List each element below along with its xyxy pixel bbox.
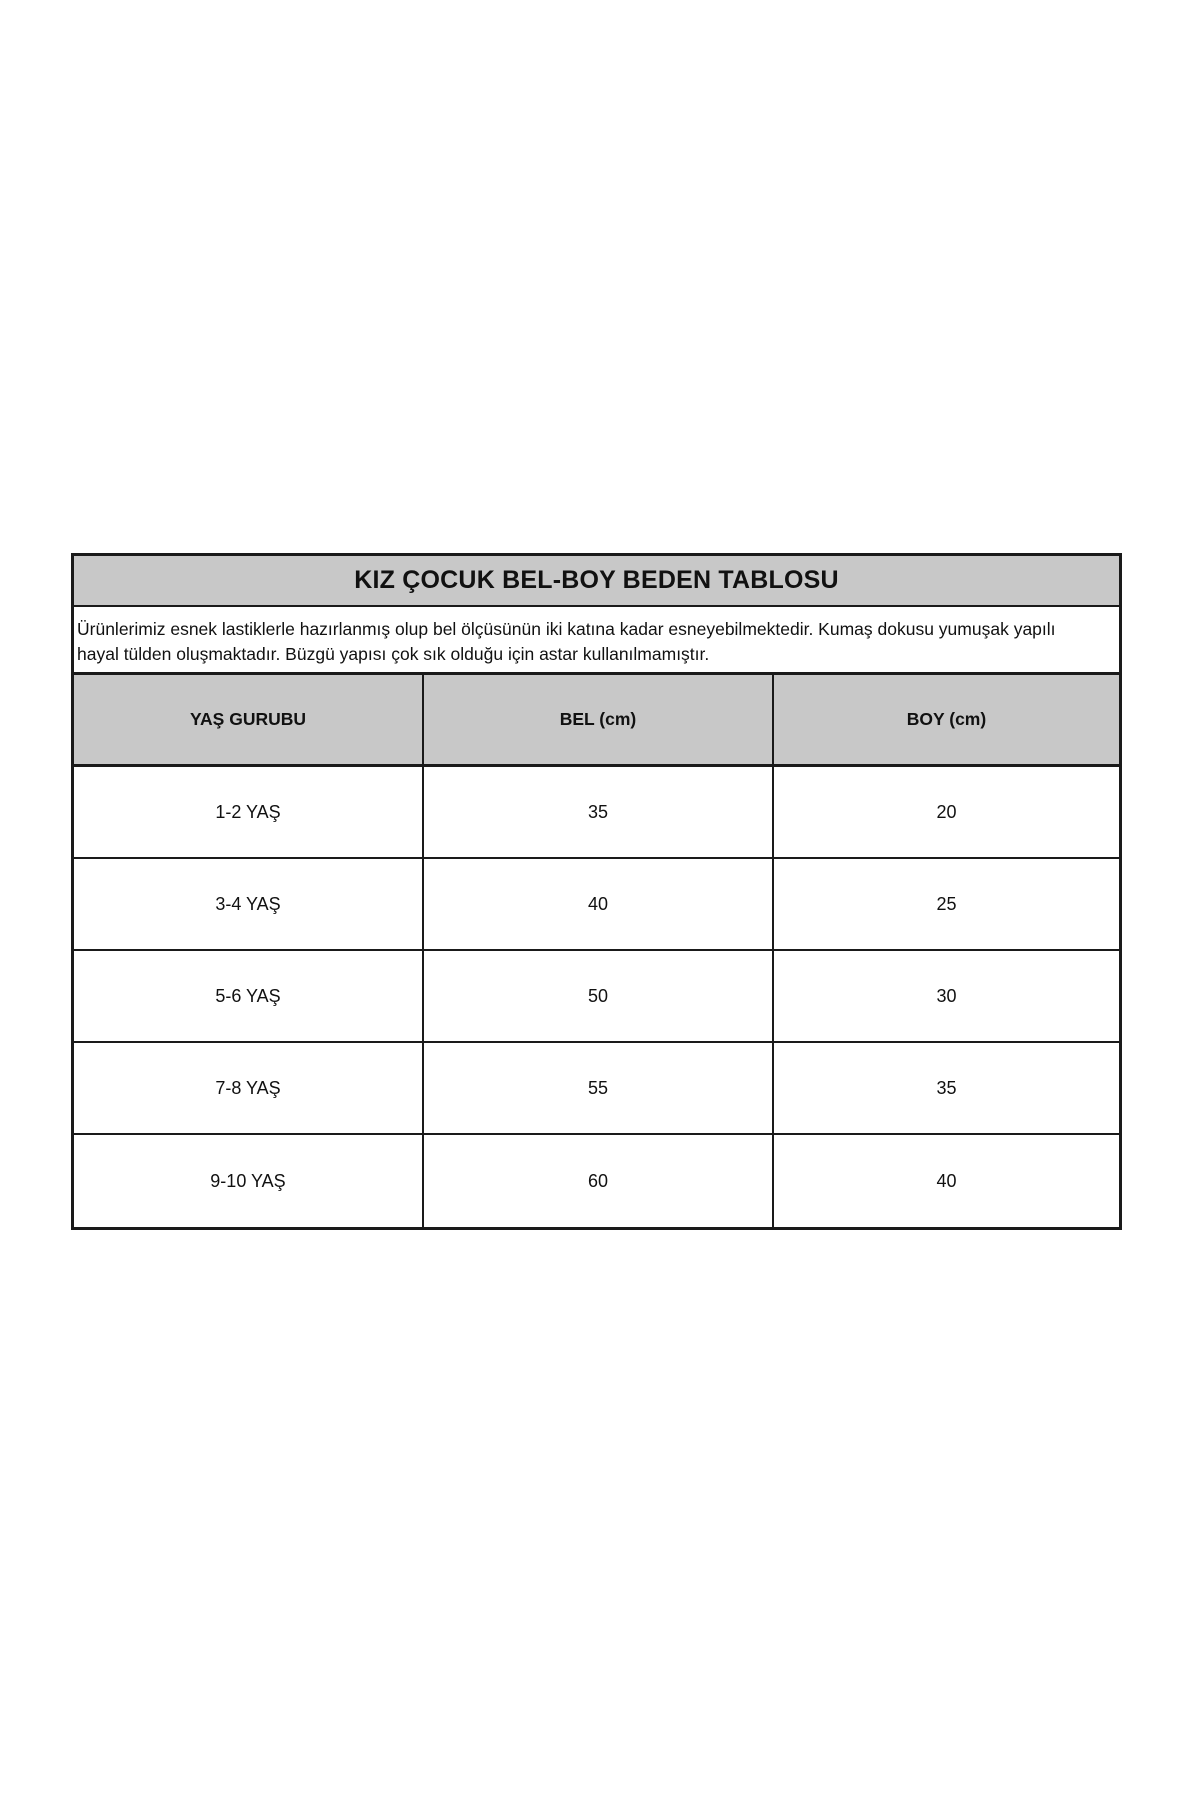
row-1-age: 1-2 YAŞ xyxy=(74,767,424,859)
row-3-age: 5-6 YAŞ xyxy=(74,951,424,1043)
table-title: KIZ ÇOCUK BEL-BOY BEDEN TABLOSU xyxy=(74,556,1119,607)
row-4-waist: 55 xyxy=(424,1043,774,1135)
row-4-length: 35 xyxy=(774,1043,1119,1135)
row-1-length: 20 xyxy=(774,767,1119,859)
row-2-length: 25 xyxy=(774,859,1119,951)
note-line-2: hayal tülden oluşmaktadır. Büzgü yapısı çok sık olduğu için astar kullanılmamıştır. xyxy=(77,644,710,664)
table-note xyxy=(74,607,1119,675)
header-age-group: YAŞ GURUBU xyxy=(74,675,424,767)
row-2-age: 3-4 YAŞ xyxy=(74,859,424,951)
row-3-length: 30 xyxy=(774,951,1119,1043)
header-waist: BEL (cm) xyxy=(424,675,774,767)
row-4-age: 7-8 YAŞ xyxy=(74,1043,424,1135)
row-1-waist: 35 xyxy=(424,767,774,859)
row-5-waist: 60 xyxy=(424,1135,774,1227)
row-5-age: 9-10 YAŞ xyxy=(74,1135,424,1227)
header-length: BOY (cm) xyxy=(774,675,1119,767)
size-chart-table xyxy=(71,553,1122,1230)
note-line-1: Ürünlerimiz esnek lastiklerle hazırlanmış olup bel ölçüsünün iki katına kadar esneyebilmektedir. Kumaş dokusu yumuşak yapılı xyxy=(77,619,1056,639)
size-grid xyxy=(74,675,1119,1227)
row-2-waist: 40 xyxy=(424,859,774,951)
row-3-waist: 50 xyxy=(424,951,774,1043)
row-5-length: 40 xyxy=(936,1170,957,1191)
